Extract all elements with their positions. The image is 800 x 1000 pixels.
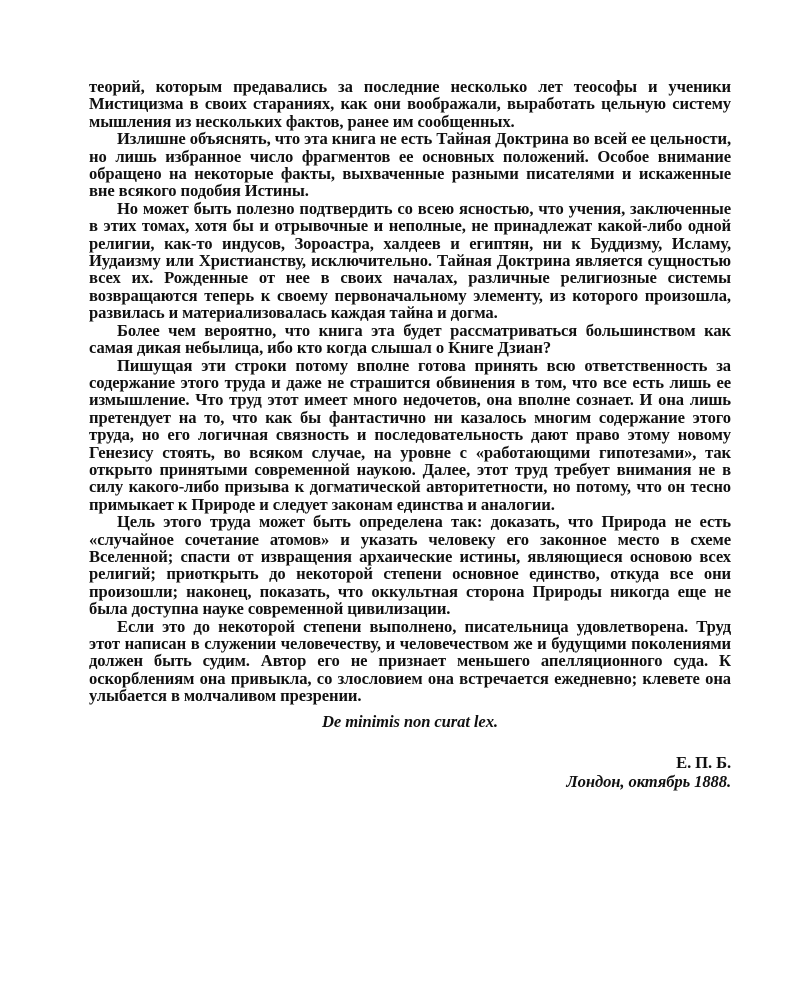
paragraph-5: Пишущая эти строки потому вполне готова принять всю ответственность за содержание этого труда и даже не страшится обвинения в том, что все есть лишь ее измышление. Что труд этот имеет много недочетов, она вполне сознает. И она лишь претендует на то, что как бы фантастично ни казалось многим содержание этого труда, но его логичная связность и последовательность дают право этому новому Генезису стоять, во всяком случае, на уровне с «работающими гипотезами», так открыто принятыми современной наукою. Далее, этот труд требует внимания не в силу какого-либо призыва к догматической авторитетности, но потому, что он тесно примыкает к Природе и следует законам единства и аналогии. bbox=[89, 355, 731, 514]
latin-motto: De minimis non curat lex. bbox=[322, 711, 498, 731]
document-page bbox=[89, 78, 731, 791]
paragraph-6: Цель этого труда может быть определена так: доказать, что Природа не есть «случайное сочетание атомов» и указать человеку его законное место в схеме Вселенной; спасти от извращения архаические истины, являющиеся основою всех религий; приоткрыть до некоторой степени основное единство, откуда все они произошли; наконец, показать, что оккультная сторона Природы никогда еще не была доступна науке современной цивилизации. bbox=[89, 512, 731, 619]
paragraph-7: Если это до некоторой степени выполнено, писательница удовлетворена. Труд этот написан в служении человечеству, и человечеством же и будущими поколениями должен быть судим. Автор его не признает меньшего апелляционного суда. К оскорблениям она привыкла, со злословием она встречается ежедневно; клевете она улыбается в молчаливом презрении. bbox=[89, 616, 731, 706]
paragraph-2: Излишне объяснять, что эта книга не есть Тайная Доктрина во всей ее цельности, но лишь избранное число фрагментов ее основных положений. Особое внимание обращено на некоторые факты, выхваченные разными писателями и искаженные вне всякого подобия Истины. bbox=[89, 129, 731, 201]
paragraph-4: Более чем вероятно, что книга эта будет рассматриваться большинством как самая дикая небылица, ибо кто когда слышал о Книге Дзиан? bbox=[89, 320, 731, 358]
place-date: Лондон, октябрь 1888. bbox=[566, 772, 731, 792]
author-signature: Е. П. Б. bbox=[676, 753, 731, 773]
paragraph-1: теорий, которым предавались за последние несколько лет теософы и ученики Мистицизма в своих стараниях, как они воображали, выработать цельную систему мышления из нескольких фактов, ранее им сообщенных. bbox=[89, 77, 731, 131]
paragraph-3: Но может быть полезно подтвердить со всею ясностью, что учения, заключенные в этих томах, хотя бы и отрывочные и неполные, не принадлежат какой-либо одной религии, как-то индусов, Зороастра, халдеев и египтян, ни к Буддизму, Исламу, Иудаизму или Христианству, исключительно. Тайная Доктрина является сущностью всех их. Рожденные от нее в своих началах, различные религиозные системы возвращаются теперь к своему первоначальному элементу, из которого произошла, развилась и материализовалась каждая тайна и догма. bbox=[89, 198, 731, 323]
